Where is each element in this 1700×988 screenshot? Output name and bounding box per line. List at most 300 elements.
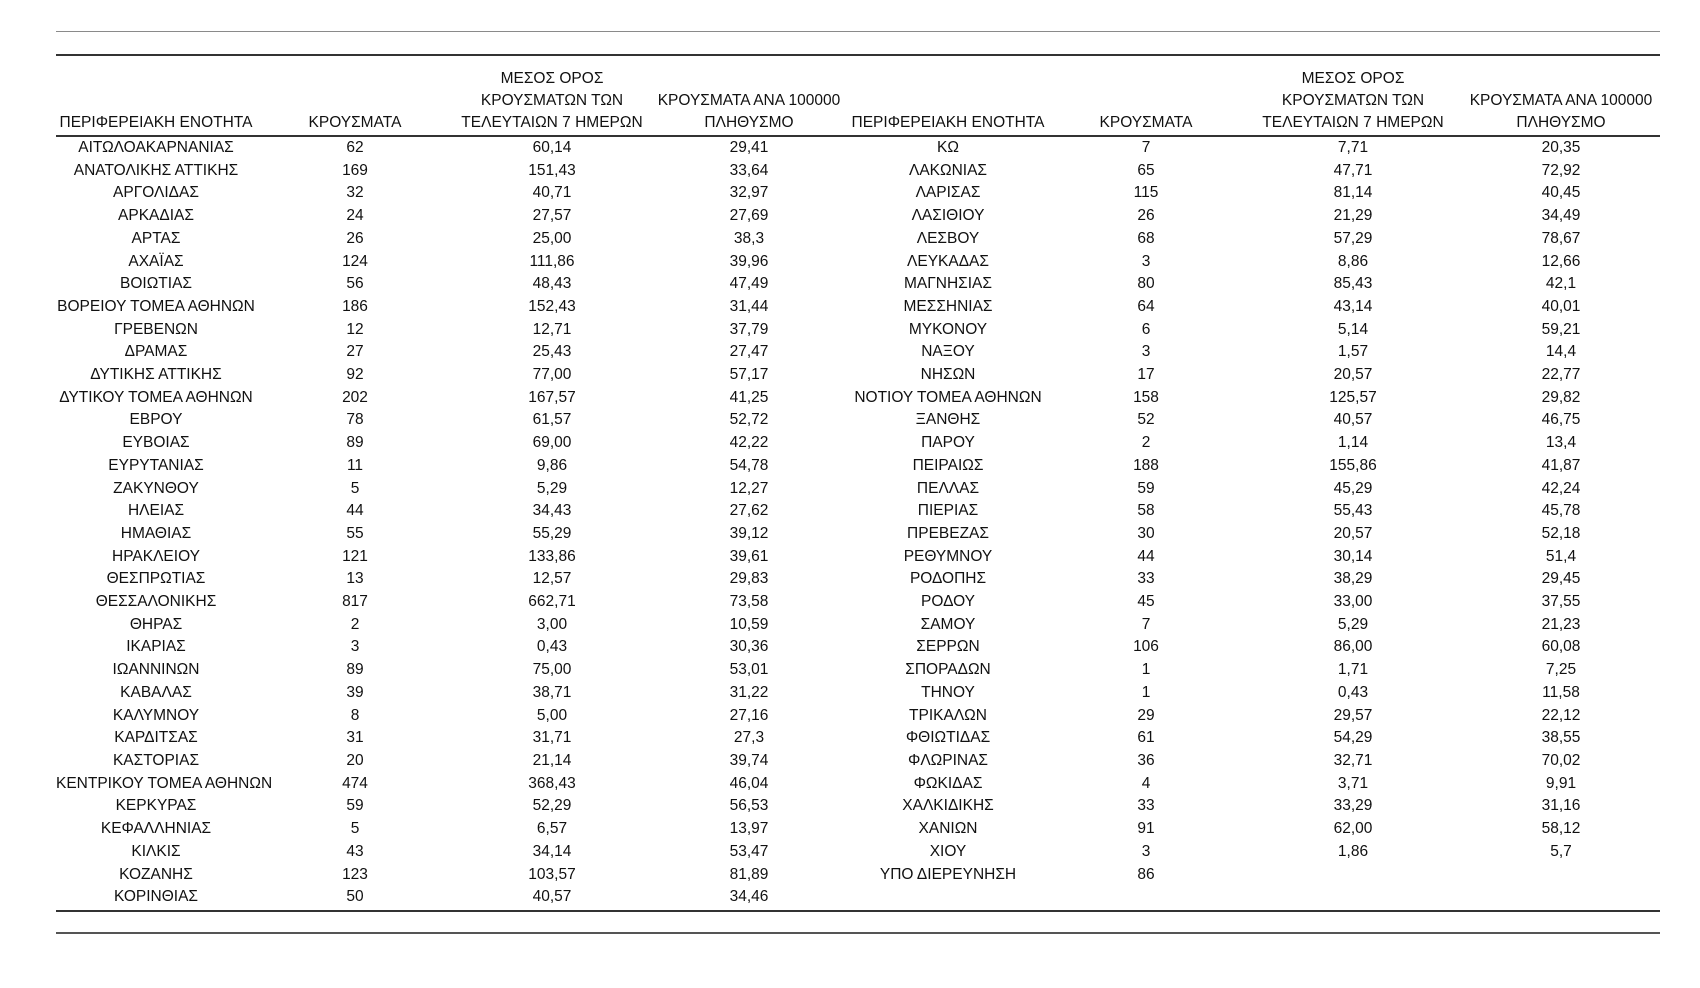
cell-per100k-right: 52,18 bbox=[1541, 524, 1581, 542]
cell-avg-right: 54,29 bbox=[1333, 729, 1373, 747]
table-row bbox=[56, 319, 1660, 342]
cell-cases-left: 39 bbox=[346, 683, 364, 701]
cell-per100k-left: 81,89 bbox=[729, 865, 769, 883]
cell-per100k-right: 31,16 bbox=[1541, 797, 1581, 815]
cell-per100k-left: 56,53 bbox=[729, 797, 769, 815]
cell-avg-left: 69,00 bbox=[532, 434, 572, 452]
cell-per100k-left: 31,44 bbox=[729, 297, 769, 315]
cell-avg-left: 52,29 bbox=[532, 797, 572, 815]
cell-region-right: ΝΗΣΩΝ bbox=[920, 366, 976, 384]
cell-per100k-left: 53,01 bbox=[729, 661, 769, 679]
cell-per100k-left: 39,96 bbox=[729, 252, 769, 270]
cell-avg-left: 12,71 bbox=[532, 320, 572, 338]
cell-avg-left: 21,14 bbox=[532, 751, 572, 769]
cell-region-left: ΚΑΒΑΛΑΣ bbox=[120, 683, 192, 701]
header-avg-left: ΜΕΣΟΣ ΟΡΟΣ ΚΡΟΥΣΜΑΤΩΝ ΤΩΝ ΤΕΛΕΥΤΑΙΩΝ 7 ΗΜΕΡΩΝ bbox=[454, 68, 650, 136]
cell-per100k-left: 73,58 bbox=[729, 593, 769, 611]
cell-region-right: ΜΑΓΝΗΣΙΑΣ bbox=[904, 275, 992, 293]
cell-region-left: ΑΝΑΤΟΛΙΚΗΣ ΑΤΤΙΚΗΣ bbox=[73, 161, 239, 179]
table-row bbox=[56, 500, 1660, 523]
cell-region-right: ΛΕΣΒΟΥ bbox=[916, 229, 980, 247]
cell-per100k-left: 53,47 bbox=[729, 842, 769, 860]
cell-avg-left: 34,43 bbox=[532, 502, 572, 520]
cell-avg-right: 85,43 bbox=[1333, 275, 1373, 293]
cell-avg-left: 27,57 bbox=[532, 207, 572, 225]
cell-region-right: ΡΟΔΟΠΗΣ bbox=[909, 570, 987, 588]
cell-per100k-left: 34,46 bbox=[729, 888, 769, 906]
cell-cases-left: 2 bbox=[350, 615, 360, 633]
cell-cases-left: 27 bbox=[346, 343, 364, 361]
cell-cases-right: 3 bbox=[1141, 842, 1151, 860]
cell-cases-left: 26 bbox=[346, 229, 364, 247]
cell-per100k-left: 13,97 bbox=[729, 820, 769, 838]
cell-cases-left: 55 bbox=[346, 524, 364, 542]
cell-region-left: ΚΟΡΙΝΘΙΑΣ bbox=[113, 888, 199, 906]
cell-region-left: ΓΡΕΒΕΝΩΝ bbox=[114, 320, 198, 338]
cell-per100k-left: 12,27 bbox=[729, 479, 769, 497]
table-row bbox=[56, 387, 1660, 410]
cell-per100k-right: 42,1 bbox=[1545, 275, 1577, 293]
cell-region-right bbox=[848, 886, 1048, 909]
cell-avg-right bbox=[1244, 886, 1462, 909]
table-row bbox=[56, 864, 1660, 887]
cell-cases-right: 106 bbox=[1133, 638, 1159, 656]
cell-cases-left: 124 bbox=[342, 252, 368, 270]
cell-avg-right: 8,86 bbox=[1337, 252, 1369, 270]
cell-avg-left: 5,00 bbox=[536, 706, 568, 724]
table-row bbox=[56, 432, 1660, 455]
cell-avg-left: 77,00 bbox=[532, 366, 572, 384]
cell-per100k-left: 41,25 bbox=[729, 388, 769, 406]
table-row bbox=[56, 682, 1660, 705]
cell-per100k-right: 40,45 bbox=[1541, 184, 1581, 202]
cell-region-left: ΑΡΓΟΛΙΔΑΣ bbox=[113, 184, 199, 202]
cell-per100k-left: 10,59 bbox=[729, 615, 769, 633]
cell-region-left: ΚΕΝΤΡΙΚΟΥ ΤΟΜΕΑ ΑΘΗΝΩΝ bbox=[56, 774, 273, 792]
cell-region-right: ΦΛΩΡΙΝΑΣ bbox=[907, 751, 989, 769]
cell-region-right: ΠΕΛΛΑΣ bbox=[916, 479, 980, 497]
cell-per100k-left: 32,97 bbox=[729, 184, 769, 202]
cell-per100k-right: 45,78 bbox=[1541, 502, 1581, 520]
table-top-border bbox=[56, 54, 1660, 56]
cell-avg-left: 151,43 bbox=[528, 161, 576, 179]
cell-avg-left: 38,71 bbox=[532, 683, 572, 701]
table-bottom-border bbox=[56, 910, 1660, 912]
cell-region-right: ΦΩΚΙΔΑΣ bbox=[913, 774, 983, 792]
cell-region-left: ΑΧΑΪΑΣ bbox=[128, 252, 184, 270]
cell-region-right: ΜΥΚΟΝΟΥ bbox=[908, 320, 988, 338]
cell-avg-left: 133,86 bbox=[528, 547, 576, 565]
cell-per100k-left: 37,79 bbox=[729, 320, 769, 338]
cell-region-left: ΒΟΙΩΤΙΑΣ bbox=[120, 275, 192, 293]
table-row bbox=[56, 591, 1660, 614]
cell-region-left: ΕΒΡΟΥ bbox=[129, 411, 183, 429]
cell-region-right: ΚΩ bbox=[937, 139, 959, 156]
cell-cases-right: 65 bbox=[1137, 161, 1155, 179]
cell-per100k-right: 11,58 bbox=[1542, 683, 1580, 701]
cell-region-left: ΚΑΣΤΟΡΙΑΣ bbox=[112, 751, 200, 769]
cell-avg-right: 7,71 bbox=[1337, 139, 1369, 156]
cell-per100k-right: 70,02 bbox=[1541, 751, 1581, 769]
cell-per100k-right: 72,92 bbox=[1541, 161, 1581, 179]
cell-avg-left: 6,57 bbox=[536, 820, 568, 838]
cell-avg-left: 75,00 bbox=[532, 661, 572, 679]
cell-avg-right: 29,57 bbox=[1333, 706, 1373, 724]
cell-per100k-left: 39,61 bbox=[729, 547, 769, 565]
table-header-row bbox=[56, 68, 1660, 136]
cell-cases-right: 26 bbox=[1137, 207, 1155, 225]
cell-avg-right: 1,57 bbox=[1337, 343, 1369, 361]
cell-region-left: ΔΡΑΜΑΣ bbox=[124, 343, 188, 361]
cell-region-left: ΗΜΑΘΙΑΣ bbox=[120, 524, 192, 542]
table-row bbox=[56, 251, 1660, 274]
cell-region-left: ΚΟΖΑΝΗΣ bbox=[119, 865, 193, 883]
regional-cases-table bbox=[56, 68, 1660, 909]
cell-avg-right: 33,29 bbox=[1333, 797, 1373, 815]
cell-avg-left: 0,43 bbox=[536, 638, 568, 656]
cell-region-right: ΝΑΞΟΥ bbox=[921, 343, 975, 361]
table-row bbox=[56, 841, 1660, 864]
cell-region-left: ΔΥΤΙΚΗΣ ΑΤΤΙΚΗΣ bbox=[90, 366, 222, 384]
cell-cases-left: 5 bbox=[350, 820, 360, 838]
table-row bbox=[56, 636, 1660, 659]
cell-avg-right: 1,14 bbox=[1337, 434, 1369, 452]
cell-cases-left: 202 bbox=[342, 388, 368, 406]
cell-per100k-right: 9,91 bbox=[1545, 774, 1577, 792]
cell-per100k-right: 5,7 bbox=[1550, 842, 1572, 860]
cell-cases-left: 817 bbox=[342, 593, 368, 611]
cell-avg-left: 5,29 bbox=[536, 479, 568, 497]
cell-avg-left: 25,00 bbox=[532, 229, 572, 247]
cell-region-right: ΜΕΣΣΗΝΙΑΣ bbox=[903, 297, 993, 315]
cell-avg-left: 152,43 bbox=[528, 297, 576, 315]
cell-cases-right: 115 bbox=[1133, 184, 1159, 202]
cell-cases-right: 7 bbox=[1141, 139, 1151, 156]
cell-cases-left: 62 bbox=[346, 139, 364, 156]
cell-avg-right: 86,00 bbox=[1333, 638, 1373, 656]
cell-per100k-left: 31,22 bbox=[729, 683, 769, 701]
cell-per100k-right: 20,35 bbox=[1541, 139, 1581, 156]
cell-per100k-right: 21,23 bbox=[1541, 615, 1581, 633]
cell-cases-right: 3 bbox=[1141, 252, 1151, 270]
cell-per100k-right: 29,45 bbox=[1541, 570, 1581, 588]
cell-avg-right: 81,14 bbox=[1333, 184, 1373, 202]
cell-avg-right: 55,43 bbox=[1333, 502, 1373, 520]
cell-cases-right: 1 bbox=[1141, 683, 1151, 701]
cell-avg-left: 12,57 bbox=[532, 570, 572, 588]
cell-avg-left: 167,57 bbox=[528, 388, 576, 406]
cell-region-right: ΧΑΝΙΩΝ bbox=[918, 820, 978, 838]
cell-cases-right: 91 bbox=[1137, 820, 1155, 838]
cell-region-right: ΦΘΙΩΤΙΔΑΣ bbox=[905, 729, 991, 747]
cell-region-left: ΗΡΑΚΛΕΙΟΥ bbox=[112, 547, 200, 565]
header-cases-left: ΚΡΟΥΣΜΑΤΑ bbox=[256, 68, 454, 136]
cell-region-left: ΖΑΚΥΝΘΟΥ bbox=[113, 479, 199, 497]
cell-avg-left: 40,57 bbox=[532, 888, 572, 906]
cell-cases-left: 3 bbox=[350, 638, 360, 656]
table-row bbox=[56, 886, 1660, 909]
cell-cases-left: 474 bbox=[342, 774, 368, 792]
cell-avg-left: 40,71 bbox=[532, 184, 572, 202]
cell-cases-left: 20 bbox=[346, 751, 364, 769]
cell-per100k-right: 78,67 bbox=[1541, 229, 1581, 247]
cell-per100k-left: 39,12 bbox=[729, 524, 769, 542]
cell-region-right: ΣΑΜΟΥ bbox=[920, 615, 976, 633]
cell-cases-right: 30 bbox=[1137, 524, 1155, 542]
cell-cases-left: 44 bbox=[346, 502, 364, 520]
cell-cases-right: 33 bbox=[1137, 570, 1155, 588]
cell-cases-right: 33 bbox=[1137, 797, 1155, 815]
cell-per100k-left: 30,36 bbox=[729, 638, 769, 656]
cell-region-left: ΚΙΛΚΙΣ bbox=[131, 842, 181, 860]
cell-region-left: ΑΡΚΑΔΙΑΣ bbox=[118, 207, 194, 225]
cell-cases-right: 158 bbox=[1133, 388, 1159, 406]
cell-cases-left: 123 bbox=[342, 865, 368, 883]
table-row bbox=[56, 614, 1660, 637]
cell-cases-right: 86 bbox=[1137, 865, 1155, 883]
cell-per100k-left: 54,78 bbox=[729, 456, 769, 474]
cell-cases-right bbox=[1048, 886, 1244, 909]
cell-per100k-left: 52,72 bbox=[729, 411, 769, 429]
table-row bbox=[56, 705, 1660, 728]
cell-region-right: ΞΑΝΘΗΣ bbox=[915, 411, 981, 429]
cell-region-right: ΛΕΥΚΑΔΑΣ bbox=[907, 252, 989, 270]
table-row bbox=[56, 136, 1660, 160]
cell-per100k-left: 38,3 bbox=[733, 229, 765, 247]
cell-per100k-right: 59,21 bbox=[1541, 320, 1581, 338]
cell-per100k-left: 27,16 bbox=[729, 706, 769, 724]
cell-cases-left: 89 bbox=[346, 434, 364, 452]
cell-region-left: ΕΥΡΥΤΑΝΙΑΣ bbox=[108, 456, 204, 474]
cell-region-left: ΚΑΡΔΙΤΣΑΣ bbox=[114, 729, 198, 747]
cell-avg-right: 20,57 bbox=[1333, 366, 1373, 384]
cell-region-right: ΠΙΕΡΙΑΣ bbox=[917, 502, 979, 520]
cell-cases-left: 13 bbox=[346, 570, 364, 588]
cell-cases-left: 50 bbox=[346, 888, 364, 906]
table-row bbox=[56, 341, 1660, 364]
cell-per100k-left: 27,69 bbox=[729, 207, 769, 225]
cell-region-left: ΑΙΤΩΛΟΑΚΑΡΝΑΝΙΑΣ bbox=[78, 139, 234, 156]
cell-cases-left: 31 bbox=[346, 729, 364, 747]
cell-cases-right: 80 bbox=[1137, 275, 1155, 293]
cell-avg-left: 55,29 bbox=[532, 524, 572, 542]
cell-cases-right: 29 bbox=[1137, 706, 1155, 724]
cell-cases-right: 36 bbox=[1137, 751, 1155, 769]
header-region-left: ΠΕΡΙΦΕΡΕΙΑΚΗ ΕΝΟΤΗΤΑ bbox=[56, 68, 256, 136]
table-row bbox=[56, 818, 1660, 841]
cell-cases-right: 45 bbox=[1137, 593, 1155, 611]
bottom-divider bbox=[56, 932, 1660, 934]
cell-region-right: ΡΕΘΥΜΝΟΥ bbox=[903, 547, 993, 565]
cell-cases-right: 64 bbox=[1137, 297, 1155, 315]
cell-avg-right: 30,14 bbox=[1333, 547, 1373, 565]
cell-per100k-right: 38,55 bbox=[1541, 729, 1581, 747]
cell-cases-left: 169 bbox=[342, 161, 368, 179]
cell-avg-right: 1,71 bbox=[1337, 661, 1369, 679]
table-row bbox=[56, 205, 1660, 228]
cell-region-left: ΙΚΑΡΙΑΣ bbox=[126, 638, 186, 656]
cell-cases-right: 59 bbox=[1137, 479, 1155, 497]
cell-per100k-left: 42,22 bbox=[729, 434, 769, 452]
cell-avg-right: 3,71 bbox=[1337, 774, 1369, 792]
cell-cases-right: 58 bbox=[1137, 502, 1155, 520]
cell-cases-left: 8 bbox=[350, 706, 360, 724]
cell-per100k-right: 46,75 bbox=[1541, 411, 1581, 429]
cell-cases-left: 5 bbox=[350, 479, 360, 497]
cell-per100k-left: 27,47 bbox=[729, 343, 769, 361]
cell-region-left: ΘΕΣΣΑΛΟΝΙΚΗΣ bbox=[95, 593, 217, 611]
cell-per100k-right: 60,08 bbox=[1541, 638, 1581, 656]
cell-avg-right: 38,29 bbox=[1333, 570, 1373, 588]
cell-per100k-left: 29,41 bbox=[729, 139, 769, 156]
cell-cases-left: 186 bbox=[342, 297, 368, 315]
cell-avg-right bbox=[1244, 864, 1462, 887]
cell-region-right: ΛΑΡΙΣΑΣ bbox=[915, 184, 981, 202]
cell-cases-right: 3 bbox=[1141, 343, 1151, 361]
cell-per100k-right bbox=[1462, 886, 1660, 909]
table-row bbox=[56, 455, 1660, 478]
cell-avg-left: 60,14 bbox=[532, 139, 572, 156]
cell-avg-right: 40,57 bbox=[1333, 411, 1373, 429]
cell-avg-left: 662,71 bbox=[528, 593, 576, 611]
cell-cases-left: 59 bbox=[346, 797, 364, 815]
cell-avg-left: 31,71 bbox=[532, 729, 572, 747]
table-row bbox=[56, 364, 1660, 387]
cell-per100k-right: 22,12 bbox=[1541, 706, 1581, 724]
top-divider bbox=[56, 31, 1660, 32]
cell-per100k-left: 33,64 bbox=[729, 161, 769, 179]
cell-cases-right: 2 bbox=[1141, 434, 1151, 452]
cell-per100k-right: 12,66 bbox=[1541, 252, 1581, 270]
cell-region-right: ΛΑΚΩΝΙΑΣ bbox=[908, 161, 988, 179]
cell-region-left: ΑΡΤΑΣ bbox=[131, 229, 181, 247]
cell-cases-right: 188 bbox=[1133, 456, 1159, 474]
cell-cases-right: 44 bbox=[1137, 547, 1155, 565]
cell-avg-right: 43,14 bbox=[1333, 297, 1373, 315]
cell-avg-left: 9,86 bbox=[536, 456, 568, 474]
cell-avg-right: 5,14 bbox=[1337, 320, 1369, 338]
cell-cases-left: 24 bbox=[346, 207, 364, 225]
table-row bbox=[56, 228, 1660, 251]
cell-per100k-right: 7,25 bbox=[1545, 661, 1577, 679]
cell-region-right: ΝΟΤΙΟΥ ΤΟΜΕΑ ΑΘΗΝΩΝ bbox=[854, 388, 1042, 406]
cell-avg-left: 48,43 bbox=[532, 275, 572, 293]
cell-avg-left: 368,43 bbox=[528, 774, 576, 792]
cell-per100k-right: 40,01 bbox=[1541, 297, 1581, 315]
table-row bbox=[56, 568, 1660, 591]
table-row bbox=[56, 727, 1660, 750]
cell-cases-right: 68 bbox=[1137, 229, 1155, 247]
cell-avg-left: 61,57 bbox=[532, 411, 572, 429]
cell-per100k-left: 29,83 bbox=[729, 570, 769, 588]
header-per100k-right: ΚΡΟΥΣΜΑΤΑ ΑΝΑ 100000 ΠΛΗΘΥΣΜΟ bbox=[1462, 68, 1660, 136]
cell-cases-left: 92 bbox=[346, 366, 364, 384]
cell-cases-left: 43 bbox=[346, 842, 364, 860]
cell-region-right: ΤΗΝΟΥ bbox=[921, 683, 975, 701]
cell-cases-right: 7 bbox=[1141, 615, 1151, 633]
table-row bbox=[56, 160, 1660, 183]
cell-avg-right: 0,43 bbox=[1337, 683, 1369, 701]
cell-per100k-right: 58,12 bbox=[1541, 820, 1581, 838]
cell-avg-right: 20,57 bbox=[1333, 524, 1373, 542]
cell-region-left: ΙΩΑΝΝΙΝΩΝ bbox=[112, 661, 200, 679]
cell-avg-left: 103,57 bbox=[528, 865, 576, 883]
cell-region-right: ΣΠΟΡΑΔΩΝ bbox=[905, 661, 991, 679]
cell-cases-right: 17 bbox=[1137, 366, 1155, 384]
cell-avg-right: 57,29 bbox=[1333, 229, 1373, 247]
cell-cases-left: 121 bbox=[342, 547, 368, 565]
cell-cases-left: 12 bbox=[346, 320, 364, 338]
cell-cases-left: 32 bbox=[346, 184, 364, 202]
cell-region-left: ΗΛΕΙΑΣ bbox=[127, 502, 185, 520]
cell-cases-right: 6 bbox=[1141, 320, 1151, 338]
cell-cases-right: 52 bbox=[1137, 411, 1155, 429]
cell-region-left: ΘΕΣΠΡΩΤΙΑΣ bbox=[106, 570, 206, 588]
cell-region-right: ΠΑΡΟΥ bbox=[921, 434, 975, 452]
cell-region-right: ΧΑΛΚΙΔΙΚΗΣ bbox=[902, 797, 994, 815]
cell-per100k-left: 46,04 bbox=[729, 774, 769, 792]
cell-cases-left: 89 bbox=[346, 661, 364, 679]
cell-per100k-left: 27,62 bbox=[729, 502, 769, 520]
cell-per100k-left: 47,49 bbox=[729, 275, 769, 293]
cell-per100k-right: 14,4 bbox=[1545, 343, 1577, 361]
cell-region-left: ΚΕΦΑΛΛΗΝΙΑΣ bbox=[100, 820, 212, 838]
cell-region-right: ΛΑΣΙΘΙΟΥ bbox=[911, 207, 985, 225]
cell-per100k-right bbox=[1462, 864, 1660, 887]
cell-region-right: ΠΡΕΒΕΖΑΣ bbox=[907, 524, 989, 542]
table-row bbox=[56, 750, 1660, 773]
cell-avg-left: 111,86 bbox=[529, 252, 575, 270]
cell-per100k-right: 34,49 bbox=[1541, 207, 1581, 225]
cell-cases-right: 4 bbox=[1141, 774, 1151, 792]
cell-avg-left: 3,00 bbox=[536, 615, 568, 633]
cell-avg-right: 32,71 bbox=[1333, 751, 1373, 769]
cell-per100k-right: 22,77 bbox=[1541, 366, 1581, 384]
cell-region-right: ΥΠΟ ΔΙΕΡΕΥΝΗΣΗ bbox=[879, 865, 1017, 883]
table-row bbox=[56, 182, 1660, 205]
cell-cases-right: 1 bbox=[1141, 661, 1151, 679]
cell-cases-right: 61 bbox=[1137, 729, 1155, 747]
table-row bbox=[56, 773, 1660, 796]
cell-per100k-right: 13,4 bbox=[1545, 434, 1577, 452]
cell-region-left: ΚΑΛΥΜΝΟΥ bbox=[112, 706, 200, 724]
cell-per100k-right: 29,82 bbox=[1541, 388, 1581, 406]
cell-cases-left: 11 bbox=[346, 456, 364, 474]
cell-avg-right: 125,57 bbox=[1329, 388, 1377, 406]
cell-cases-left: 78 bbox=[346, 411, 364, 429]
header-region-right: ΠΕΡΙΦΕΡΕΙΑΚΗ ΕΝΟΤΗΤΑ bbox=[848, 68, 1048, 136]
cell-avg-right: 47,71 bbox=[1333, 161, 1373, 179]
table-row bbox=[56, 273, 1660, 296]
cell-per100k-left: 39,74 bbox=[729, 751, 769, 769]
cell-avg-right: 155,86 bbox=[1329, 456, 1377, 474]
table-row bbox=[56, 478, 1660, 501]
table-row bbox=[56, 659, 1660, 682]
cell-region-right: ΠΕΙΡΑΙΩΣ bbox=[912, 456, 984, 474]
cell-region-left: ΕΥΒΟΙΑΣ bbox=[122, 434, 190, 452]
cell-avg-right: 21,29 bbox=[1333, 207, 1373, 225]
cell-avg-right: 62,00 bbox=[1333, 820, 1373, 838]
cell-region-right: ΤΡΙΚΑΛΩΝ bbox=[909, 706, 987, 724]
cell-region-left: ΚΕΡΚΥΡΑΣ bbox=[115, 797, 197, 815]
cell-region-right: ΣΕΡΡΩΝ bbox=[916, 638, 980, 656]
cell-region-left: ΘΗΡΑΣ bbox=[129, 615, 183, 633]
cell-cases-left: 56 bbox=[346, 275, 364, 293]
table-row bbox=[56, 296, 1660, 319]
header-avg-right: ΜΕΣΟΣ ΟΡΟΣ ΚΡΟΥΣΜΑΤΩΝ ΤΩΝ ΤΕΛΕΥΤΑΙΩΝ 7 ΗΜΕΡΩΝ bbox=[1244, 68, 1462, 136]
header-per100k-left: ΚΡΟΥΣΜΑΤΑ ΑΝΑ 100000 ΠΛΗΘΥΣΜΟ bbox=[650, 68, 848, 136]
table-row bbox=[56, 546, 1660, 569]
